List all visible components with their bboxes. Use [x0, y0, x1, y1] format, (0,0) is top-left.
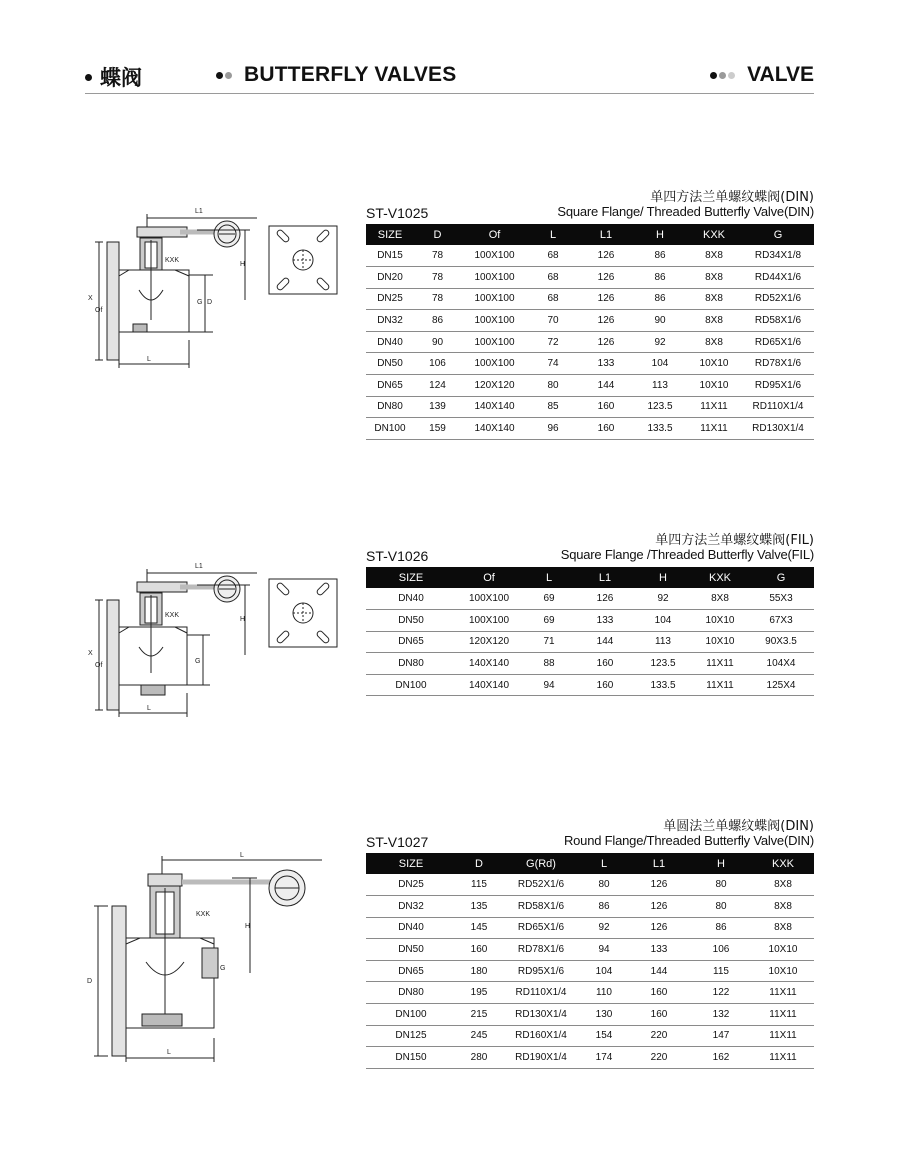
- table-cell: 126: [578, 288, 634, 310]
- table-cell: 139: [414, 396, 461, 418]
- table-cell: 220: [628, 1047, 690, 1069]
- table-cell: 11X11: [692, 674, 748, 696]
- column-header: L1: [628, 853, 690, 874]
- table-row: [366, 674, 814, 696]
- table-cell: DN40: [366, 331, 414, 353]
- table-cell: 133.5: [634, 418, 686, 440]
- table-cell: 10X10: [686, 353, 742, 375]
- column-header: SIZE: [366, 224, 414, 245]
- section-title-cn: 单圆法兰单螺纹蝶阀(DIN): [663, 819, 814, 834]
- table-cell: 74: [528, 353, 578, 375]
- table-cell: 100X100: [461, 267, 528, 289]
- dim-label-d: D: [207, 299, 213, 306]
- column-header: KXK: [686, 224, 742, 245]
- table-cell: DN50: [366, 610, 456, 632]
- column-header: SIZE: [366, 853, 456, 874]
- table-row: [366, 310, 814, 332]
- table-cell: 10X10: [692, 631, 748, 653]
- table-cell: DN25: [366, 288, 414, 310]
- table-cell: 125X4: [748, 674, 814, 696]
- table-cell: RD65X1/6: [502, 917, 580, 939]
- dim-label-h: H: [240, 616, 246, 623]
- table-cell: 8X8: [686, 267, 742, 289]
- table-cell: 100X100: [461, 310, 528, 332]
- spec-table: [366, 224, 814, 440]
- table-cell: 113: [634, 375, 686, 397]
- table-cell: 55X3: [748, 588, 814, 610]
- table-cell: 133: [628, 939, 690, 961]
- flange-front-view-drawing: [268, 225, 338, 297]
- table-cell: 10X10: [752, 960, 814, 982]
- table-cell: DN40: [366, 917, 456, 939]
- model-number: ST-V1027: [366, 834, 429, 850]
- table-row: [366, 396, 814, 418]
- table-cell: 92: [580, 917, 628, 939]
- table-cell: 160: [628, 1004, 690, 1026]
- dots-icon: [710, 72, 737, 79]
- table-cell: RD34X1/8: [742, 245, 814, 267]
- table-cell: 144: [578, 375, 634, 397]
- table-cell: 104X4: [748, 653, 814, 675]
- table-row: [366, 267, 814, 289]
- dim-label-h: H: [240, 261, 246, 268]
- table-cell: 100X100: [456, 588, 522, 610]
- table-cell: 126: [578, 310, 634, 332]
- flange-front-view-drawing: [268, 578, 338, 650]
- column-header: KXK: [692, 567, 748, 588]
- table-cell: 96: [528, 418, 578, 440]
- table-cell: DN50: [366, 939, 456, 961]
- table-cell: 86: [690, 917, 752, 939]
- table-cell: 11X11: [686, 396, 742, 418]
- table-cell: 70: [528, 310, 578, 332]
- table-cell: RD52X1/6: [742, 288, 814, 310]
- bullet-dot-icon: [85, 74, 92, 81]
- dim-label-kxk: KXK: [165, 612, 180, 619]
- table-cell: 8X8: [686, 288, 742, 310]
- table-row: [366, 917, 814, 939]
- header-cn-title: [85, 62, 142, 92]
- table-row: [366, 353, 814, 375]
- table-cell: 8X8: [692, 588, 748, 610]
- column-header: Of: [461, 224, 528, 245]
- table-cell: 8X8: [686, 245, 742, 267]
- table-cell: 144: [628, 960, 690, 982]
- table-cell: 130: [580, 1004, 628, 1026]
- table-cell: 10X10: [686, 375, 742, 397]
- table-cell: RD95X1/6: [502, 960, 580, 982]
- table-cell: 67X3: [748, 610, 814, 632]
- section-title-en: Square Flange/ Threaded Butterfly Valve(DIN): [557, 204, 814, 219]
- table-cell: RD58X1/6: [502, 896, 580, 918]
- table-cell: 80: [690, 896, 752, 918]
- table-cell: 115: [690, 960, 752, 982]
- table-cell: 124: [414, 375, 461, 397]
- table-cell: 94: [522, 674, 576, 696]
- table-cell: RD95X1/6: [742, 375, 814, 397]
- table-row: [366, 874, 814, 896]
- table-cell: 160: [576, 674, 634, 696]
- section-title-cn: 单四方法兰单螺纹蝶阀(FIL): [655, 533, 814, 548]
- table-cell: 133: [578, 353, 634, 375]
- table-cell: 68: [528, 288, 578, 310]
- table-cell: 92: [634, 588, 692, 610]
- column-header: Of: [456, 567, 522, 588]
- table-row: [366, 288, 814, 310]
- table-row: [366, 610, 814, 632]
- column-header: KXK: [752, 853, 814, 874]
- table-cell: RD44X1/6: [742, 267, 814, 289]
- table-cell: 115: [456, 874, 502, 896]
- table-cell: 180: [456, 960, 502, 982]
- table-cell: DN25: [366, 874, 456, 896]
- table-cell: DN100: [366, 1004, 456, 1026]
- table-cell: 104: [580, 960, 628, 982]
- table-cell: 72: [528, 331, 578, 353]
- table-cell: 80: [580, 874, 628, 896]
- table-cell: 132: [690, 1004, 752, 1026]
- table-cell: 11X11: [752, 1004, 814, 1026]
- table-cell: DN80: [366, 653, 456, 675]
- table-cell: 86: [634, 267, 686, 289]
- dots-icon: [216, 72, 234, 79]
- table-row: [366, 982, 814, 1004]
- table-cell: DN80: [366, 396, 414, 418]
- table-cell: 135: [456, 896, 502, 918]
- table-header-row: [366, 853, 814, 874]
- table-cell: 88: [522, 653, 576, 675]
- header-right-text: VALVE: [747, 63, 814, 86]
- table-cell: 144: [576, 631, 634, 653]
- table-cell: 113: [634, 631, 692, 653]
- table-cell: DN65: [366, 375, 414, 397]
- table-cell: 10X10: [692, 610, 748, 632]
- table-row: [366, 653, 814, 675]
- table-cell: DN80: [366, 982, 456, 1004]
- table-cell: DN100: [366, 418, 414, 440]
- table-cell: 140X140: [461, 396, 528, 418]
- column-header: D: [456, 853, 502, 874]
- table-cell: 160: [456, 939, 502, 961]
- model-number: ST-V1026: [366, 548, 429, 564]
- model-number: ST-V1025: [366, 205, 429, 221]
- table-cell: 104: [634, 610, 692, 632]
- table-cell: 100X100: [461, 331, 528, 353]
- dim-label-d: D: [87, 978, 93, 985]
- table-cell: 140X140: [456, 674, 522, 696]
- dim-label-l1: L1: [195, 563, 203, 570]
- spec-table: [366, 853, 814, 1069]
- table-cell: 100X100: [456, 610, 522, 632]
- table-cell: 126: [578, 331, 634, 353]
- table-cell: 8X8: [752, 874, 814, 896]
- dim-label-kxk: KXK: [196, 911, 211, 918]
- table-cell: 86: [634, 245, 686, 267]
- table-cell: DN40: [366, 588, 456, 610]
- table-cell: 90: [634, 310, 686, 332]
- table-cell: 11X11: [752, 1025, 814, 1047]
- table-cell: 126: [576, 588, 634, 610]
- table-cell: 120X120: [461, 375, 528, 397]
- table-cell: 120X120: [456, 631, 522, 653]
- table-cell: 100X100: [461, 353, 528, 375]
- table-cell: 126: [578, 267, 634, 289]
- dim-label-of: Of: [95, 307, 103, 314]
- table-cell: 280: [456, 1047, 502, 1069]
- table-cell: DN50: [366, 353, 414, 375]
- table-row: [366, 588, 814, 610]
- table-cell: 85: [528, 396, 578, 418]
- table-cell: DN125: [366, 1025, 456, 1047]
- table-cell: 80: [528, 375, 578, 397]
- table-cell: 160: [578, 418, 634, 440]
- table-cell: 145: [456, 917, 502, 939]
- dim-label-g: G: [220, 965, 226, 972]
- table-cell: 140X140: [456, 653, 522, 675]
- table-cell: DN15: [366, 245, 414, 267]
- table-cell: 104: [634, 353, 686, 375]
- valve-side-view-drawing: [82, 848, 332, 1070]
- table-cell: RD130X1/4: [742, 418, 814, 440]
- table-cell: DN100: [366, 674, 456, 696]
- column-header: G: [742, 224, 814, 245]
- table-row: [366, 418, 814, 440]
- table-row: [366, 631, 814, 653]
- table-cell: RD190X1/4: [502, 1047, 580, 1069]
- table-cell: 71: [522, 631, 576, 653]
- column-header: L1: [576, 567, 634, 588]
- spec-table: [366, 567, 814, 696]
- table-cell: 69: [522, 610, 576, 632]
- dim-label-g: G: [195, 658, 201, 665]
- column-header: L: [522, 567, 576, 588]
- dim-label-l1: L1: [195, 208, 203, 215]
- table-cell: 215: [456, 1004, 502, 1026]
- section-title-en: Square Flange /Threaded Butterfly Valve(FIL): [560, 547, 814, 562]
- table-cell: DN150: [366, 1047, 456, 1069]
- table-cell: RD58X1/6: [742, 310, 814, 332]
- table-cell: RD78X1/6: [742, 353, 814, 375]
- table-cell: 133: [576, 610, 634, 632]
- table-row: [366, 896, 814, 918]
- section-title-en: Round Flange/Threaded Butterfly Valve(DIN): [563, 833, 814, 848]
- table-cell: DN32: [366, 896, 456, 918]
- table-cell: 162: [690, 1047, 752, 1069]
- table-cell: DN32: [366, 310, 414, 332]
- column-header: H: [634, 567, 692, 588]
- column-header: G(Rd): [502, 853, 580, 874]
- table-cell: 110: [580, 982, 628, 1004]
- table-cell: 160: [578, 396, 634, 418]
- table-cell: 160: [628, 982, 690, 1004]
- table-cell: 8X8: [686, 331, 742, 353]
- table-cell: 220: [628, 1025, 690, 1047]
- table-cell: 68: [528, 245, 578, 267]
- table-row: [366, 1004, 814, 1026]
- column-header: L: [580, 853, 628, 874]
- table-cell: 126: [578, 245, 634, 267]
- table-header-row: [366, 567, 814, 588]
- table-cell: 78: [414, 245, 461, 267]
- table-cell: 126: [628, 896, 690, 918]
- table-cell: 68: [528, 267, 578, 289]
- column-header: H: [634, 224, 686, 245]
- table-cell: 154: [580, 1025, 628, 1047]
- table-cell: 90: [414, 331, 461, 353]
- dim-label-of: Of: [95, 662, 103, 669]
- section-title-cn: 单四方法兰单螺纹蝶阀(DIN): [650, 190, 814, 205]
- table-cell: 106: [414, 353, 461, 375]
- header-en-title: [216, 63, 456, 87]
- table-cell: 11X11: [752, 982, 814, 1004]
- table-cell: 78: [414, 288, 461, 310]
- table-cell: 69: [522, 588, 576, 610]
- table-cell: 126: [628, 917, 690, 939]
- table-cell: RD65X1/6: [742, 331, 814, 353]
- table-row: [366, 939, 814, 961]
- table-row: [366, 375, 814, 397]
- table-cell: 160: [576, 653, 634, 675]
- table-cell: 78: [414, 267, 461, 289]
- table-cell: 174: [580, 1047, 628, 1069]
- table-row: [366, 245, 814, 267]
- table-cell: 245: [456, 1025, 502, 1047]
- column-header: D: [414, 224, 461, 245]
- table-cell: 94: [580, 939, 628, 961]
- dim-label-x: X: [88, 295, 93, 302]
- table-cell: 92: [634, 331, 686, 353]
- table-cell: 106: [690, 939, 752, 961]
- table-cell: RD160X1/4: [502, 1025, 580, 1047]
- table-row: [366, 331, 814, 353]
- table-cell: 8X8: [686, 310, 742, 332]
- column-header: SIZE: [366, 567, 456, 588]
- valve-side-view-drawing: [85, 555, 265, 725]
- table-cell: 123.5: [634, 396, 686, 418]
- table-cell: RD110X1/4: [502, 982, 580, 1004]
- table-cell: 80: [690, 874, 752, 896]
- table-cell: RD130X1/4: [502, 1004, 580, 1026]
- table-cell: DN65: [366, 631, 456, 653]
- table-cell: 8X8: [752, 917, 814, 939]
- column-header: H: [690, 853, 752, 874]
- table-cell: 100X100: [461, 245, 528, 267]
- table-cell: 100X100: [461, 288, 528, 310]
- dim-label-l-top: L: [240, 852, 244, 859]
- table-cell: 10X10: [752, 939, 814, 961]
- page-header: [85, 58, 814, 94]
- table-cell: 126: [628, 874, 690, 896]
- table-cell: 86: [580, 896, 628, 918]
- table-row: [366, 1025, 814, 1047]
- table-cell: DN20: [366, 267, 414, 289]
- dim-label-l: L: [167, 1049, 171, 1056]
- header-en-text: BUTTERFLY VALVES: [244, 63, 457, 86]
- column-header: L: [528, 224, 578, 245]
- table-cell: 122: [690, 982, 752, 1004]
- column-header: L1: [578, 224, 634, 245]
- table-cell: RD110X1/4: [742, 396, 814, 418]
- table-cell: 8X8: [752, 896, 814, 918]
- table-cell: 86: [634, 288, 686, 310]
- dim-label-g: G: [197, 299, 203, 306]
- table-cell: 147: [690, 1025, 752, 1047]
- table-cell: RD78X1/6: [502, 939, 580, 961]
- column-header: G: [748, 567, 814, 588]
- dim-label-l: L: [147, 356, 151, 363]
- valve-side-view-drawing: [85, 200, 265, 375]
- table-cell: 11X11: [752, 1047, 814, 1069]
- table-header-row: [366, 224, 814, 245]
- table-cell: 140X140: [461, 418, 528, 440]
- table-cell: DN65: [366, 960, 456, 982]
- table-cell: 11X11: [686, 418, 742, 440]
- dim-label-x: X: [88, 650, 93, 657]
- table-cell: 195: [456, 982, 502, 1004]
- table-cell: 133.5: [634, 674, 692, 696]
- dim-label-kxk: KXK: [165, 257, 180, 264]
- table-row: [366, 960, 814, 982]
- table-cell: 86: [414, 310, 461, 332]
- dim-label-l: L: [147, 705, 151, 712]
- table-cell: 11X11: [692, 653, 748, 675]
- table-cell: 123.5: [634, 653, 692, 675]
- table-row: [366, 1047, 814, 1069]
- table-cell: 159: [414, 418, 461, 440]
- table-cell: 90X3.5: [748, 631, 814, 653]
- table-cell: RD52X1/6: [502, 874, 580, 896]
- header-right-title: [710, 63, 814, 87]
- header-cn-text: 蝶阀: [100, 66, 142, 90]
- dim-label-h: H: [245, 923, 251, 930]
